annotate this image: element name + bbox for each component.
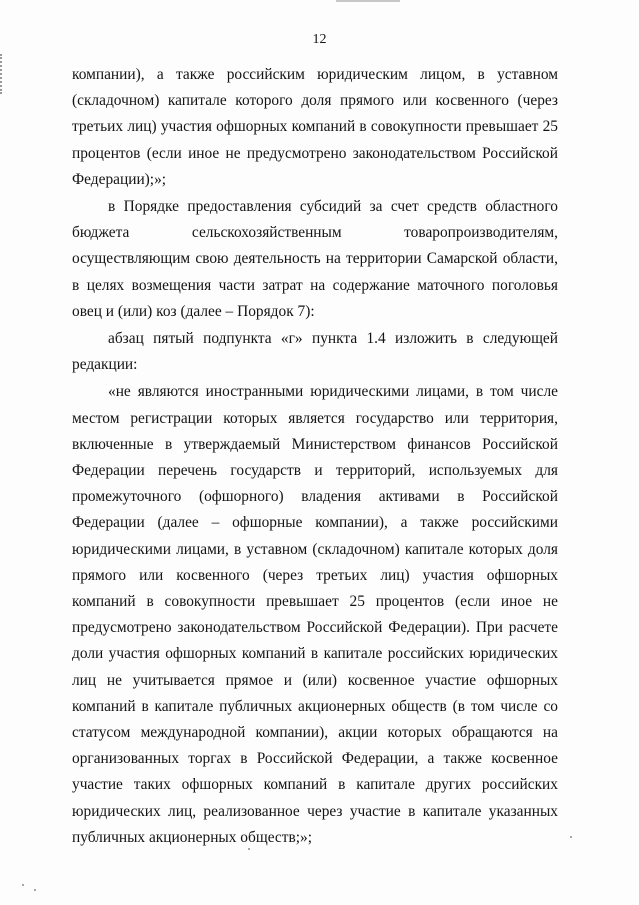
scan-speck	[22, 884, 24, 886]
scan-top-line	[336, 0, 400, 2]
scan-speck	[570, 836, 572, 838]
scan-speck	[248, 848, 250, 850]
document-body	[72, 62, 558, 851]
page-number: 12	[312, 32, 327, 47]
paragraph-amendment-instruction: абзац пятый подпункта «г» пункта 1.4 изложить в следующей редакции:	[72, 330, 558, 374]
scan-speck	[34, 889, 36, 891]
paragraph-order-7: в Порядке предоставления субсидий за счет средств областного бюджета сельскохозяйственным товаропроизводителям, осуществляющим свою деятельность на территории Самарской области, в целях возмещения части затрат на содержание маточного поголовья овец и (или) коз (далее – Порядок 7):	[72, 198, 558, 320]
scan-edge-marks	[0, 54, 6, 94]
paragraph-continuation: компании), а также российским юридическим лицом, в уставном (складочном) капитале которого доля прямого или косвенного (через третьих лиц) участия офшорных компаний в совокупности превышает 25 процентов (если иное не предусмотрено законодательством Российской Федерации);»;	[72, 66, 558, 188]
paragraph-amendment-text: «не являются иностранными юридическими лицами, в том числе местом регистрации которых является государство или территория, включенные в утверждаемый Министерством финансов Российской Федерации перечень государств и территорий, используемых для промежуточного (офшорного) владения активами в Российской Федерации (далее – офшорные компании), а также российскими юридическими лицами, в уставном (складочном) капитале которых доля прямого или косвенного (через третьих лиц) участия офшорных компаний в совокупности превышает 25 процентов (если иное не предусмотрено законодательством Российской Федерации). При расчете доли участия офшорных компаний в капитале российских юридических лиц не учитывается прямое и (или) косвенное участие офшорных компаний в капитале публичных акционерных обществ (в том числе со статусом международной компании), акции которых обращаются на организованных торгах в Российской Федерации, а также косвенное участие таких офшорных компаний в капитале других российских юридических лиц, реализованное через участие в капитале указанных публичных акционерных обществ;»;	[72, 383, 558, 846]
